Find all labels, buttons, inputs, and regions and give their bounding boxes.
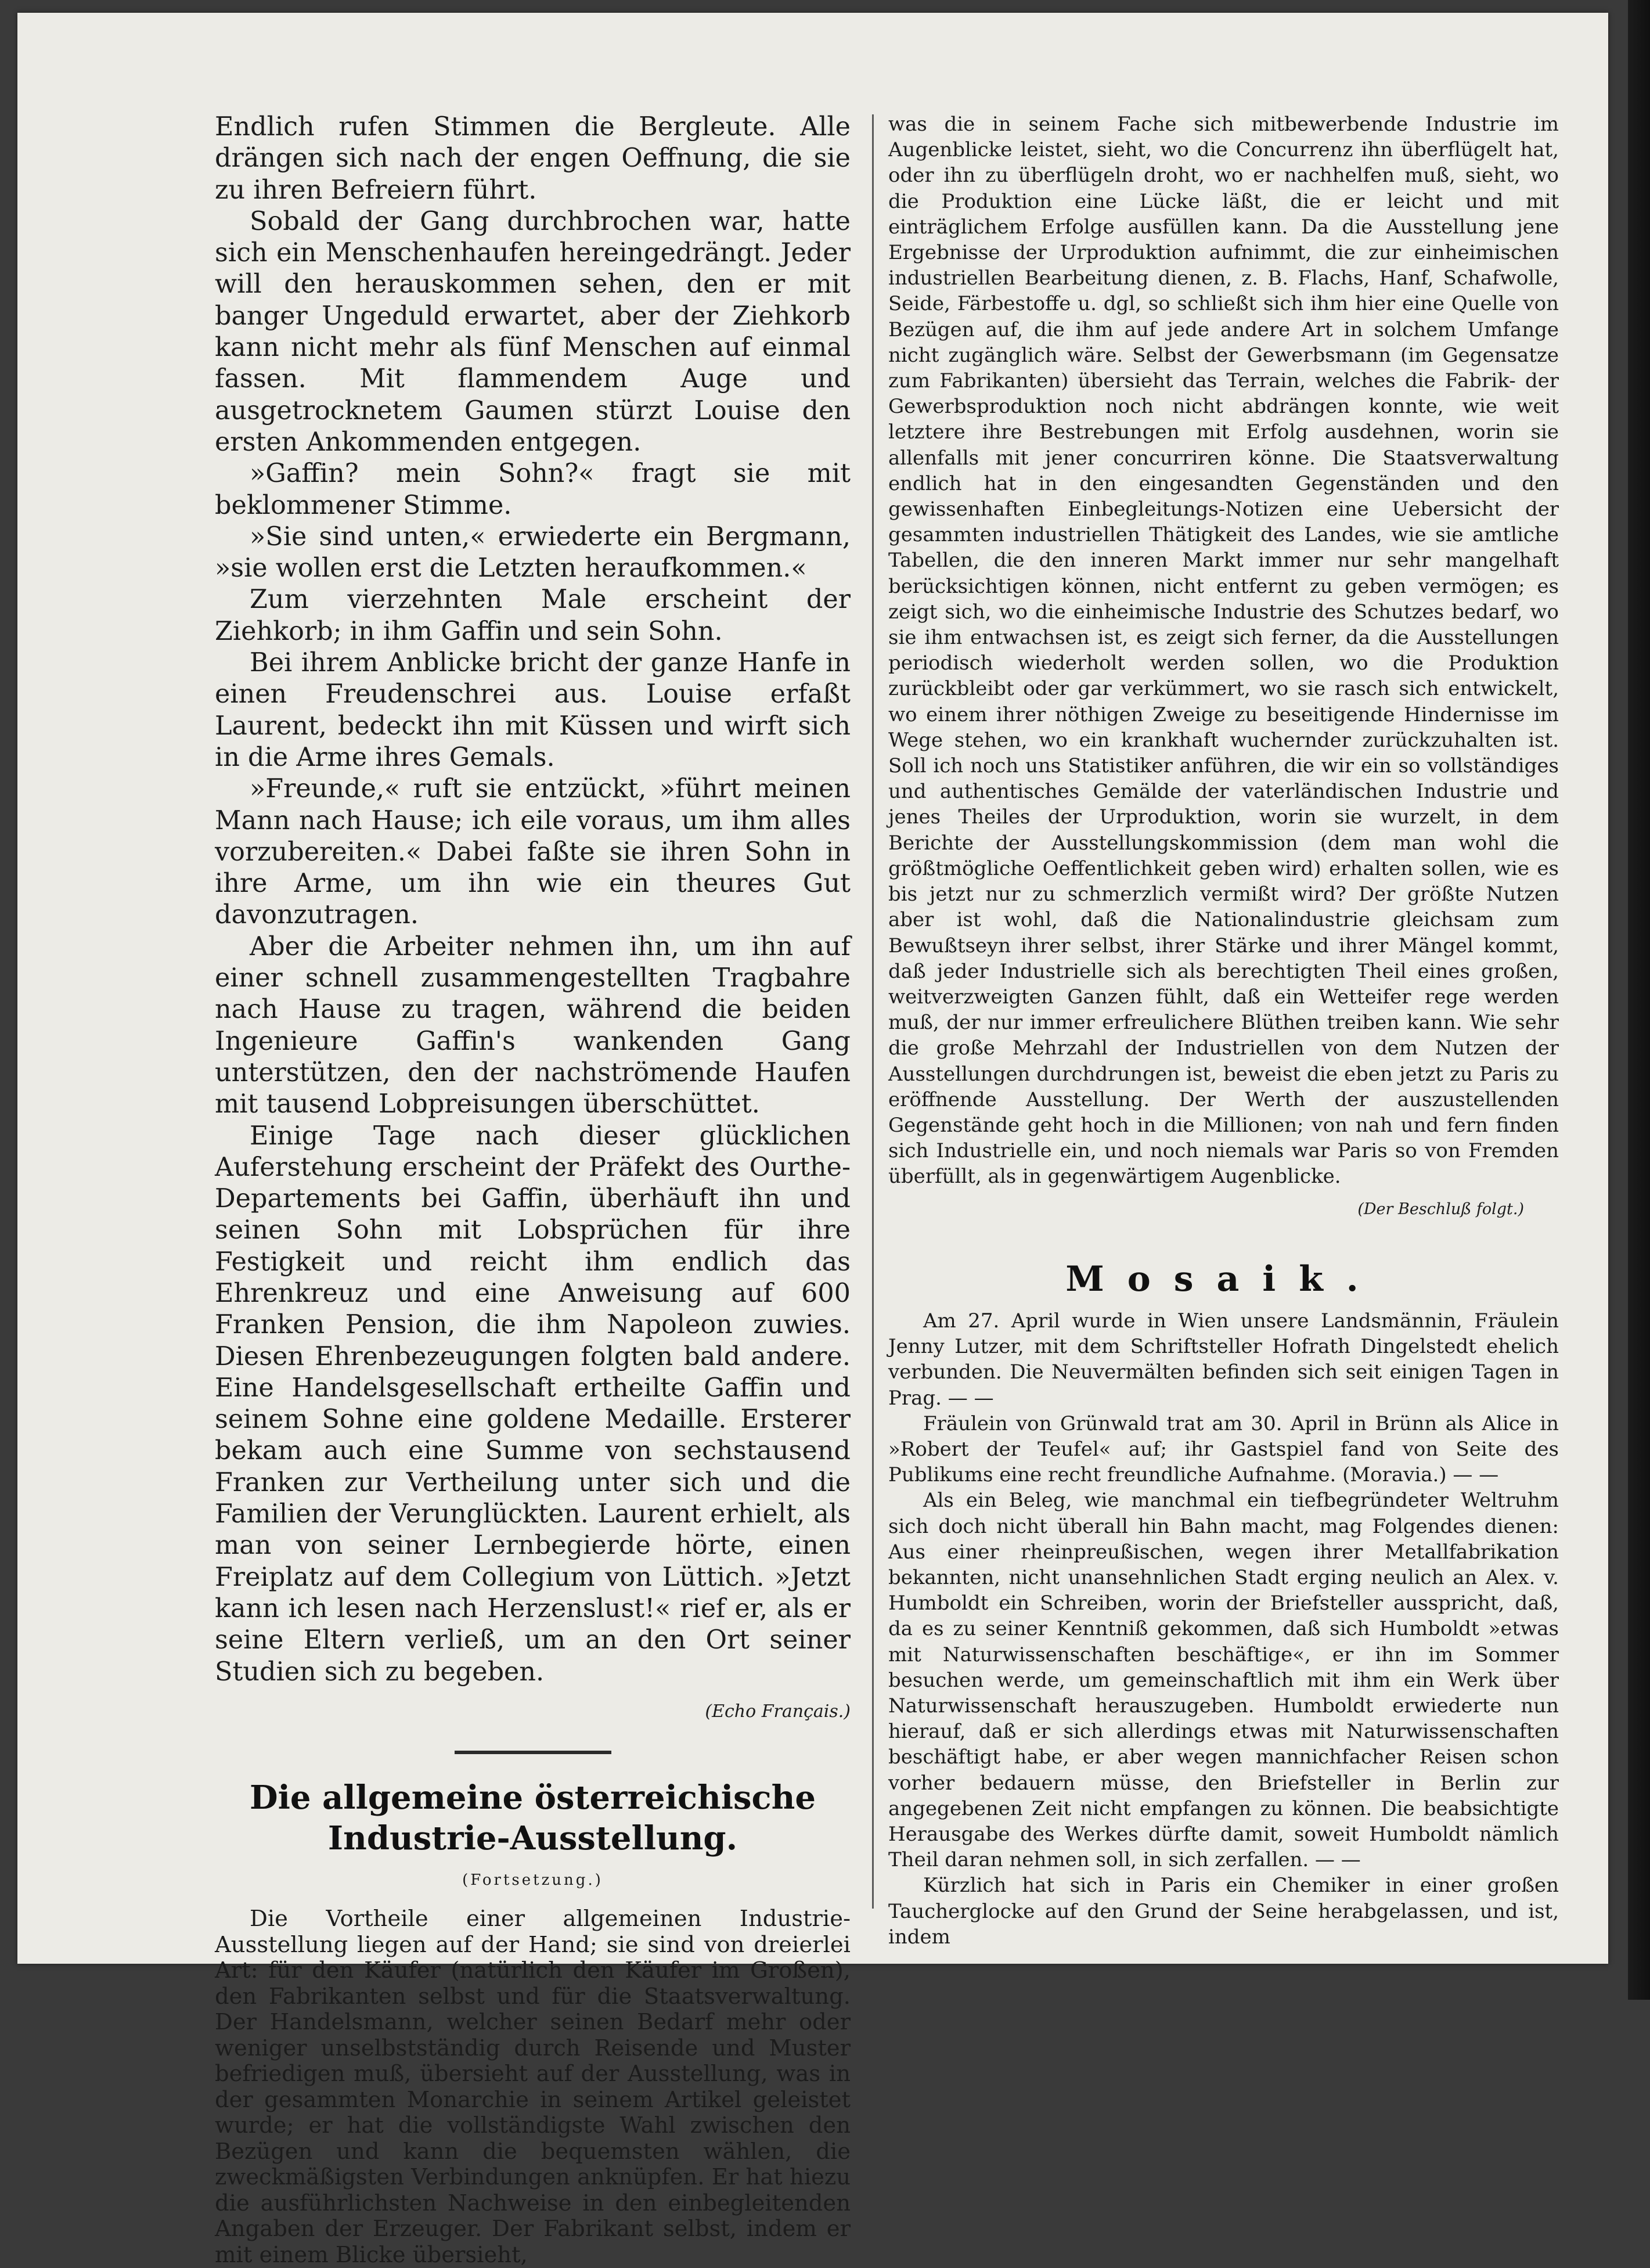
section-divider — [455, 1751, 611, 1754]
column-divider — [872, 114, 874, 1909]
story-paragraph: Einige Tage nach dieser glücklichen Auferstehung erscheint der Präfekt des Ourthe-Departements bei Gaffin, überhäuft ihn und seinen Sohn mit Lobsprüchen für ihre Festigkeit und reicht ihm endlich das Ehrenkreuz und eine Anweisung auf 600 Franken Pension, die ihm Napoleon zuwies. Diesen Ehrenbezeugungen folgten bald andere. Eine Handelsgesellschaft ertheilte Gaffin und seinem Sohne eine goldene Medaille. Ersterer bekam auch eine Summe von sechstausend Franken zur Vertheilung unter sich und die Familien der Verunglückten. Laurent erhielt, als man von seiner Lernbegierde hörte, einen Freiplatz auf dem Collegium von Lüttich. »Jetzt kann ich lesen nach Herzenslust!« rief er, als er seine Eltern verließ, um an den Ort seiner Studien sich zu begeben. — [215, 1121, 851, 1687]
article-paragraph: Die Vortheile einer allgemeinen Industrie-Ausstellung liegen auf der Hand; sie sind von dreierlei Art: für den Käufer (natürlich den Käufer im Großen), den Fabrikanten selbst und für die Staatsverwaltung. Der Handelsmann, welcher seinen Bedarf mehr oder weniger unselbstständig durch Reisende und Muster befriedigen muß, übersieht auf der Ausstellung, was in der gesammten Monarchie in seinem Artikel geleistet wurde; er hat die vollständigste Wahl zwischen den Bezügen und kann die bequemsten wählen, die zweckmäßigsten Verbindungen anknüpfen. Er hat hiezu die ausführlichsten Nachweise in den einbegleitenden Angaben der Erzeuger. Der Fabrikant selbst, indem er mit einem Blicke übersieht, — [215, 1906, 851, 2268]
story-attribution: (Echo Français.) — [705, 1701, 851, 1722]
article-attribution: (Der Beschluß folgt.) — [1357, 1200, 1524, 1218]
story-paragraph: »Freunde,« ruft sie entzückt, »führt meinen Mann nach Hause; ich eile voraus, um ihm alles vorzubereiten.« Dabei faßte sie ihren Sohn in ihre Arme, um ihn wie ein theures Gut davonzutragen. — [215, 774, 851, 930]
story-paragraph: »Sie sind unten,« erwiederte ein Bergmann, »sie wollen erst die Letzten heraufkommen.« — [215, 521, 851, 584]
article-title: Die allgemeine österreichische Industrie-Ausstellung. — [250, 1779, 816, 1858]
right-column — [888, 111, 1559, 1950]
scan-border — [1628, 0, 1650, 2000]
newspaper-page — [17, 13, 1608, 2268]
mosaik-paragraph: Als ein Beleg, wie manchmal ein tiefbegründeter Weltruhm sich doch nicht überall hin Bahn macht, mag Folgendes dienen: Aus einer rheinpreußischen, wegen ihrer Metallfabrikation bekannten, nicht unansehnlichen Stadt erging neulich an Alex. v. Humboldt ein Schreiben, worin der Briefsteller ausspricht, daß, da es zu seiner Kenntniß gekommen, daß sich Humboldt »etwas mit Naturwissenschaften beschäftige«, er ihn im Sommer besuchen werde, um gemeinschaftlich mit ihm ein Werk über Naturwissenschaft herauszugeben. Humboldt erwiederte nun hierauf, daß er sich allerdings etwas mit Naturwissenschaften beschäftigt habe, er aber wegen mannichfacher Reisen schon vorher bedauern müsse, den Briefsteller in Berlin zur angegebenen Zeit nicht empfangen zu können. Die beabsichtigte Herausgabe des Werkes dürfte damit, soweit Humboldt nämlich Theil daran nehmen soll, in sich zerfallen. — — — [888, 1489, 1559, 1872]
section-title: Mosaik. — [1065, 1258, 1382, 1299]
continuation-note: (Fortsetzung.) — [462, 1871, 603, 1889]
mosaik-paragraph: Am 27. April wurde in Wien unsere Landsmännin, Fräulein Jenny Lutzer, mit dem Schriftsteller Hofrath Dingelstedt ehelich verbunden. Die Neuvermälten befinden sich seit einigen Tagen in Prag. — — — [888, 1309, 1559, 1410]
story-paragraph: Sobald der Gang durchbrochen war, hatte sich ein Menschenhaufen hereingedrängt. Jeder will den herauskommen sehen, den er mit banger Ungeduld erwartet, aber der Ziehkorb kann nicht mehr als fünf Menschen auf einmal fassen. Mit flammendem Auge und ausgetrocknetem Gaumen stürzt Louise den ersten Ankommenden entgegen. — [215, 206, 851, 457]
mosaik-paragraph: Fräulein von Grünwald trat am 30. April in Brünn als Alice in »Robert der Teufel« auf; ihr Gastspiel fand von Seite des Publikums eine recht freundliche Aufnahme. (Moravia.) — — — [888, 1412, 1559, 1487]
mosaik-paragraph: Kürzlich hat sich in Paris ein Chemiker in einer großen Taucherglocke auf den Grund der Seine herabgelassen, und ist, indem — [888, 1874, 1559, 1949]
article-paragraph: was die in seinem Fache sich mitbewerbende Industrie im Augenblicke leistet, sieht, wo die Concurrenz ihn überflügelt hat, oder ihn zu überflügeln droht, wo er nachhelfen muß, sieht, wo die Produktion eine Lücke läßt, die er leicht und mit einträglichem Erfolge ausfüllen kann. Da die Ausstellung jene Ergebnisse der Urproduktion aufnimmt, die zur einheimischen industriellen Bearbeitung dienen, z. B. Flachs, Hanf, Schafwolle, Seide, Färbestoffe u. dgl, so schließt sich ihm hier eine Quelle von Bezügen auf, die ihm auf jede andere Art in solchem Umfange nicht zugänglich wäre. Selbst der Gewerbsmann (im Gegensatze zum Fabrikanten) übersieht das Terrain, welches die Fabrik- der Gewerbsproduktion noch nicht abdrängen konnte, wie weit letztere ihre Bestrebungen mit Erfolg ausdehnen, worin sie allenfalls mit jener concurriren könne. Die Staatsverwaltung endlich hat in den eingesandten Gegenständen und den gewissenhaften Einbegleitungs-Notizen eine Uebersicht der gesammten industriellen Thätigkeit des Landes, wie sie amtliche Tabellen, die den inneren Markt immer nur sehr mangelhaft berücksichtigen können, nicht entfernt zu geben vermögen; es zeigt sich, wo die einheimische Industrie des Schutzes bedarf, wo sie ihm entwachsen ist, es zeigt sich ferner, da die Ausstellungen periodisch wiederholt werden sollen, wo die Produktion zurückbleibt oder gar verkümmert, wo sie rasch sich entwickelt, wo einem ihrer nöthigen Zweige zu beseitigende Hindernisse im Wege stehen, wo ein krankhaft wuchernder zurückzuhalten ist. Soll ich noch uns Statistiker anführen, die wir ein so vollständiges und authentisches Gemälde der vaterländischen Industrie und jenes Theiles der Urproduktion, worin sie wurzelt, in dem Berichte der Ausstellungskommission (dem man wohl die größtmögliche Oeffentlichkeit geben wird) erhalten sollen, wie es bis jetzt nur zu schmerzlich vermißt wird? Der größte Nutzen aber ist wohl, daß die Nationalindustrie gleichsam zum Bewußtseyn ihrer selbst, ihrer Stärke und ihrer Mängel kommt, daß jeder Industrielle sich als berechtigten Theil eines großen, weitverzweigten Ganzen fühlt, daß ein Wetteifer rege werden muß, der nur immer erfreulichere Blüthen treiben kann. Wie sehr die große Mehrzahl der Industriellen von dem Nutzen der Ausstellungen durchdrungen ist, beweist die eben jetzt zu Paris zu eröffnende Ausstellung. Der Werth der auszustellenden Gegenstände geht hoch in die Millionen; von nah und fern finden sich Industrielle ein, und noch niemals war Paris so von Fremden überfüllt, als in gegenwärtigem Augenblicke. — [888, 113, 1559, 1189]
story-paragraph: Endlich rufen Stimmen die Bergleute. Alle drängen sich nach der engen Oeffnung, die sie zu ihren Befreiern führt. — [215, 112, 851, 205]
story-paragraph: Bei ihrem Anblicke bricht der ganze Hanfe in einen Freudenschrei aus. Louise erfaßt Laurent, bedeckt ihn mit Küssen und wirft sich in die Arme ihres Gemals. — [215, 648, 851, 772]
story-paragraph: Zum vierzehnten Male erscheint der Ziehkorb; in ihm Gaffin und sein Sohn. — [215, 585, 851, 646]
story-paragraph: Aber die Arbeiter nehmen ihn, um ihn auf einer schnell zusammengestellten Tragbahre nach Hause zu tragen, während die beiden Ingenieure Gaffin's wankenden Gang unterstützen, den der nachströmende Haufen mit tausend Lobpreisungen überschüttet. — [215, 931, 851, 1119]
left-column — [215, 111, 851, 2268]
story-paragraph: »Gaffin? mein Sohn?« fragt sie mit beklommener Stimme. — [215, 459, 851, 520]
